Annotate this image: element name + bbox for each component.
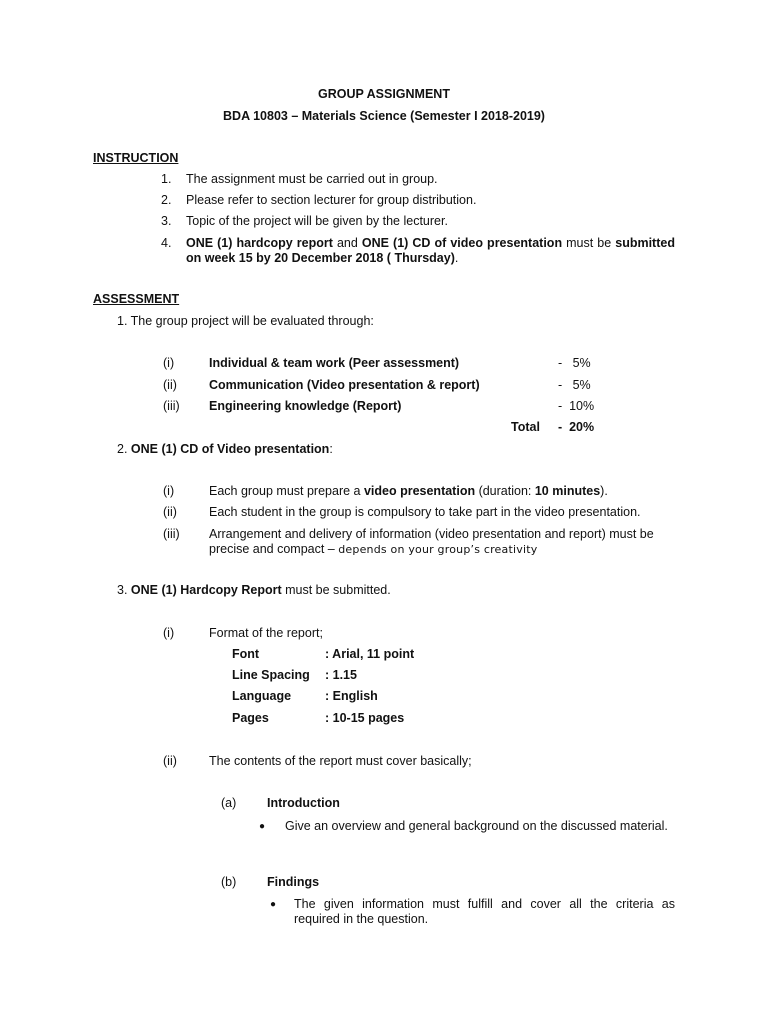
format-key-language: Language (232, 689, 292, 703)
period-text: . (454, 251, 459, 265)
criteria-roman-2: (ii) (163, 378, 177, 392)
creativity-note: depends on your group’s creativity (338, 543, 538, 556)
instruction-num-4: 4. (161, 236, 172, 250)
cd-item-3-text: Arrangement and delivery of information (video presentation and report) must be precise and compact – (209, 527, 654, 556)
bullet-icon: ● (259, 821, 266, 832)
cd-item-1-t5: ). (600, 484, 608, 498)
cd-item-3 (209, 527, 675, 557)
format-key-line-spacing: Line Spacing (232, 668, 310, 682)
report-section-num: 3. (117, 583, 128, 597)
cd-roman-2: (ii) (163, 505, 177, 519)
cd-section-num: 2. (117, 442, 128, 456)
cd-item-1-t3: (duration: (475, 484, 535, 498)
report-section-title: ONE (1) Hardcopy Report (130, 583, 282, 597)
format-key-pages: Pages (232, 711, 269, 725)
cd-item-1-t2: video presentation (363, 484, 476, 498)
and-text: and (332, 236, 362, 250)
instruction-item-1: The assignment must be carried out in group. (186, 172, 438, 186)
instruction-item-3: Topic of the project will be given by the lecturer. (186, 214, 448, 228)
hardcopy-report-text: ONE (1) hardcopy report (186, 236, 333, 250)
instruction-num-2: 2. (161, 193, 172, 207)
format-key-font: Font (232, 647, 260, 661)
format-roman: (i) (163, 626, 175, 640)
criteria-value-1: - 5% (558, 356, 591, 370)
subsection-title-introduction: Introduction (267, 796, 340, 810)
contents-label: The contents of the report must cover basically; (209, 754, 472, 768)
cd-text: ONE (1) CD of video presentation (361, 236, 563, 250)
format-value-pages: : 10-15 pages (325, 711, 405, 725)
cd-item-1-t4: 10 minutes (534, 484, 601, 498)
instruction-heading: INSTRUCTION (93, 151, 179, 165)
report-section-tail: must be submitted. (281, 583, 391, 597)
format-value-font: : Arial, 11 point (325, 647, 415, 661)
criteria-value-3: - 10% (558, 399, 595, 413)
cd-section-heading (117, 442, 333, 457)
cd-item-1 (209, 484, 608, 499)
subsection-letter-b: (b) (221, 875, 237, 889)
instruction-item-2: Please refer to section lecturer for group distribution. (186, 193, 477, 207)
criteria-roman-3: (iii) (163, 399, 180, 413)
must-be-text: must be (562, 236, 616, 250)
criteria-label-3: Engineering knowledge (Report) (209, 399, 402, 413)
subsection-letter-a: (a) (221, 796, 237, 810)
cd-item-1-t1: Each group must prepare a (209, 484, 364, 498)
assessment-intro: 1. The group project will be evaluated through: (117, 314, 374, 328)
assessment-heading: ASSESSMENT (93, 292, 180, 306)
subsection-title-findings: Findings (267, 875, 320, 889)
total-label: Total (511, 420, 540, 434)
instruction-item-4 (186, 236, 675, 266)
cd-item-2: Each student in the group is compulsory to take part in the video presentation. (209, 505, 641, 519)
bullet-icon: ● (270, 899, 277, 910)
criteria-value-2: - 5% (558, 378, 591, 392)
instruction-num-1: 1. (161, 172, 172, 186)
document-title: GROUP ASSIGNMENT (318, 87, 450, 101)
report-section-heading (117, 583, 391, 598)
format-label: Format of the report; (209, 626, 323, 640)
instruction-num-3: 3. (161, 214, 172, 228)
contents-roman: (ii) (163, 754, 177, 768)
cd-roman-1: (i) (163, 484, 175, 498)
deadline-text: submitted on week 15 by 20 December 2018 ( Thursday) (186, 236, 675, 265)
criteria-label-2: Communication (Video presentation & report) (209, 378, 480, 392)
document-subtitle: BDA 10803 – Materials Science (Semester I 2018-2019) (223, 109, 545, 123)
cd-roman-3: (iii) (163, 527, 180, 541)
criteria-roman-1: (i) (163, 356, 175, 370)
subsection-bullet-introduction: Give an overview and general background on the discussed material. (285, 819, 668, 833)
criteria-label-1: Individual & team work (Peer assessment) (209, 356, 460, 370)
cd-section-title: ONE (1) CD of Video presentation (130, 442, 330, 456)
format-value-line-spacing: : 1.15 (325, 668, 357, 682)
cd-section-colon: : (329, 442, 333, 456)
subsection-bullet-findings: The given information must fulfill and cover all the criteria as required in the question. (294, 897, 675, 926)
format-value-language: : English (325, 689, 378, 703)
total-value: - 20% (558, 420, 595, 434)
